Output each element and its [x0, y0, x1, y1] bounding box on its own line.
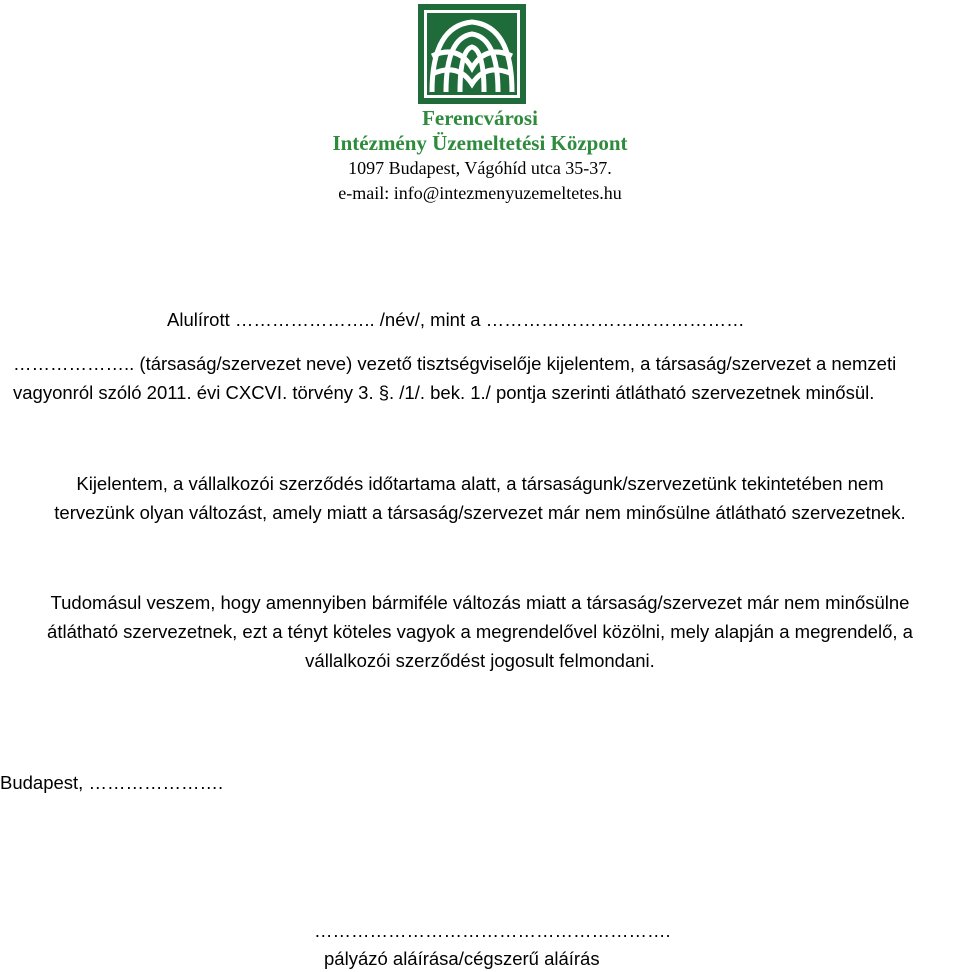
statement-line-2: tervezünk olyan változást, amely miatt a társaság/szervezet már nem minősülne átlátható szervezetnek. [54, 502, 906, 523]
acknowledgement-line-3: vállalkozói szerződést jogosult felmondani. [305, 650, 655, 671]
org-address: 1097 Budapest, Vágóhíd utca 35-37. [348, 158, 612, 178]
acknowledgement-line-2: átlátható szervezetnek, ezt a tényt köteles vagyok a megrendelővel közölni, mely alapján a megrendelő, a [47, 621, 913, 642]
acknowledgement-line-1: Tudomásul veszem, hogy amennyiben bármiféle változás miatt a társaság/szervezet már nem minősülne [50, 592, 910, 613]
signature-dots: …………………………………………………. [314, 920, 671, 941]
org-email: e-mail: info@intezmenyuzemeltetes.hu [338, 183, 622, 203]
declaration-line-1: Alulírott ………………….. /név/, mint a …………………………………… [167, 309, 745, 330]
declaration-line-2: ……………….. (társaság/szervezet neve) vezető tisztségviselője kijelentem, a társaság/szervezet a nemzeti [13, 353, 897, 374]
institution-logo [418, 4, 526, 104]
declaration-line-3: vagyonról szóló 2011. évi CXCVI. törvény 3. §. /1/. bek. 1./ pontja szerinti átlátható szervezetnek minősül. [13, 382, 875, 403]
org-name-line-2: Intézmény Üzemeltetési Központ [332, 131, 628, 155]
org-name-line-1: Ferencvárosi [422, 106, 538, 130]
place-date: Budapest, …………………. [0, 772, 224, 793]
signature-label: pályázó aláírása/cégszerű aláírás [324, 948, 600, 969]
statement-line-1: Kijelentem, a vállalkozói szerződés időtartama alatt, a társaságunk/szervezetünk tekintetében nem [76, 473, 884, 494]
